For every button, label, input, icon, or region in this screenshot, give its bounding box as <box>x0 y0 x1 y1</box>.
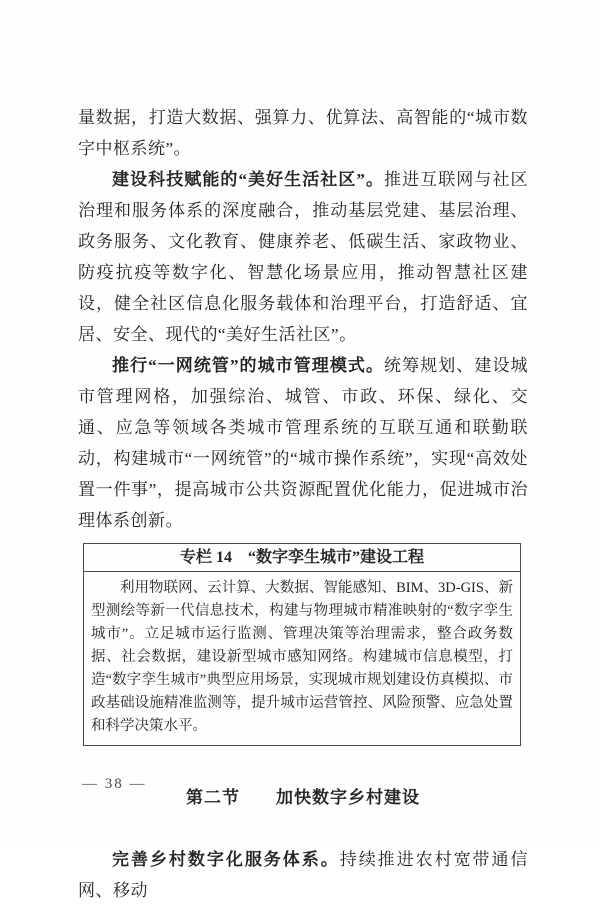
paragraph-lead-bold: 完善乡村数字化服务体系。 <box>112 850 340 869</box>
paragraph-text: 持续推进农村宽带通信网、移动 <box>78 850 529 900</box>
paragraph-lead-bold: 推行“一网统管”的城市管理模式。 <box>112 356 385 375</box>
paragraph-text: 量数据，打造大数据、强算力、优算法、高智能的“城市数字中枢系统”。 <box>78 108 528 158</box>
paragraph-community <box>78 164 528 350</box>
paragraph-rural-services <box>78 844 528 906</box>
paragraph-city-management <box>78 350 528 536</box>
callout-box-column14 <box>83 543 521 746</box>
paragraph-continuation <box>78 102 528 164</box>
page-number: — 38 — <box>82 776 147 792</box>
callout-box-title: 专栏 14 “数字孪生城市”建设工程 <box>84 544 520 572</box>
section-heading: 第二节 加快数字乡村建设 <box>186 788 420 807</box>
paragraph-text: 推进互联网与社区治理和服务体系的深度融合，推动基层党建、基层治理、政务服务、文化教育、健康养老、低碳生活、家政物业、防疫抗疫等数字化、智慧化场景应用，推动智慧社区建设，健全社区信息化服务载体和治理平台，打造舒适、宜居、安全、现代的“美好生活社区”。 <box>78 170 529 344</box>
callout-box-body: 利用物联网、云计算、大数据、智能感知、BIM、3D-GIS、新型测绘等新一代信息技术，构建与物理城市精准映射的“数字孪生城市”。立足城市运行监测、管理决策等治理需求，整合政务数据、社会数据，建设新型城市感知网络。构建城市信息模型，打造“数字孪生城市”典型应用场景，实现城市规划建设仿真模拟、市政基础设施精准监测等，提升城市运营管控、风险预警、应急处置和科学决策水平。 <box>91 580 513 734</box>
paragraph-text: 统筹规划、建设城市管理网格，加强综治、城管、市政、环保、绿化、交通、应急等领域各类城市管理系统的互联互通和联勤联动，构建城市“一网统管”的“城市操作系统”，实现“高效处置一件事”，提高城市公共资源配置优化能力，促进城市治理体系创新。 <box>78 356 529 530</box>
paragraph-lead-bold: 建设科技赋能的“美好生活社区”。 <box>112 170 385 189</box>
